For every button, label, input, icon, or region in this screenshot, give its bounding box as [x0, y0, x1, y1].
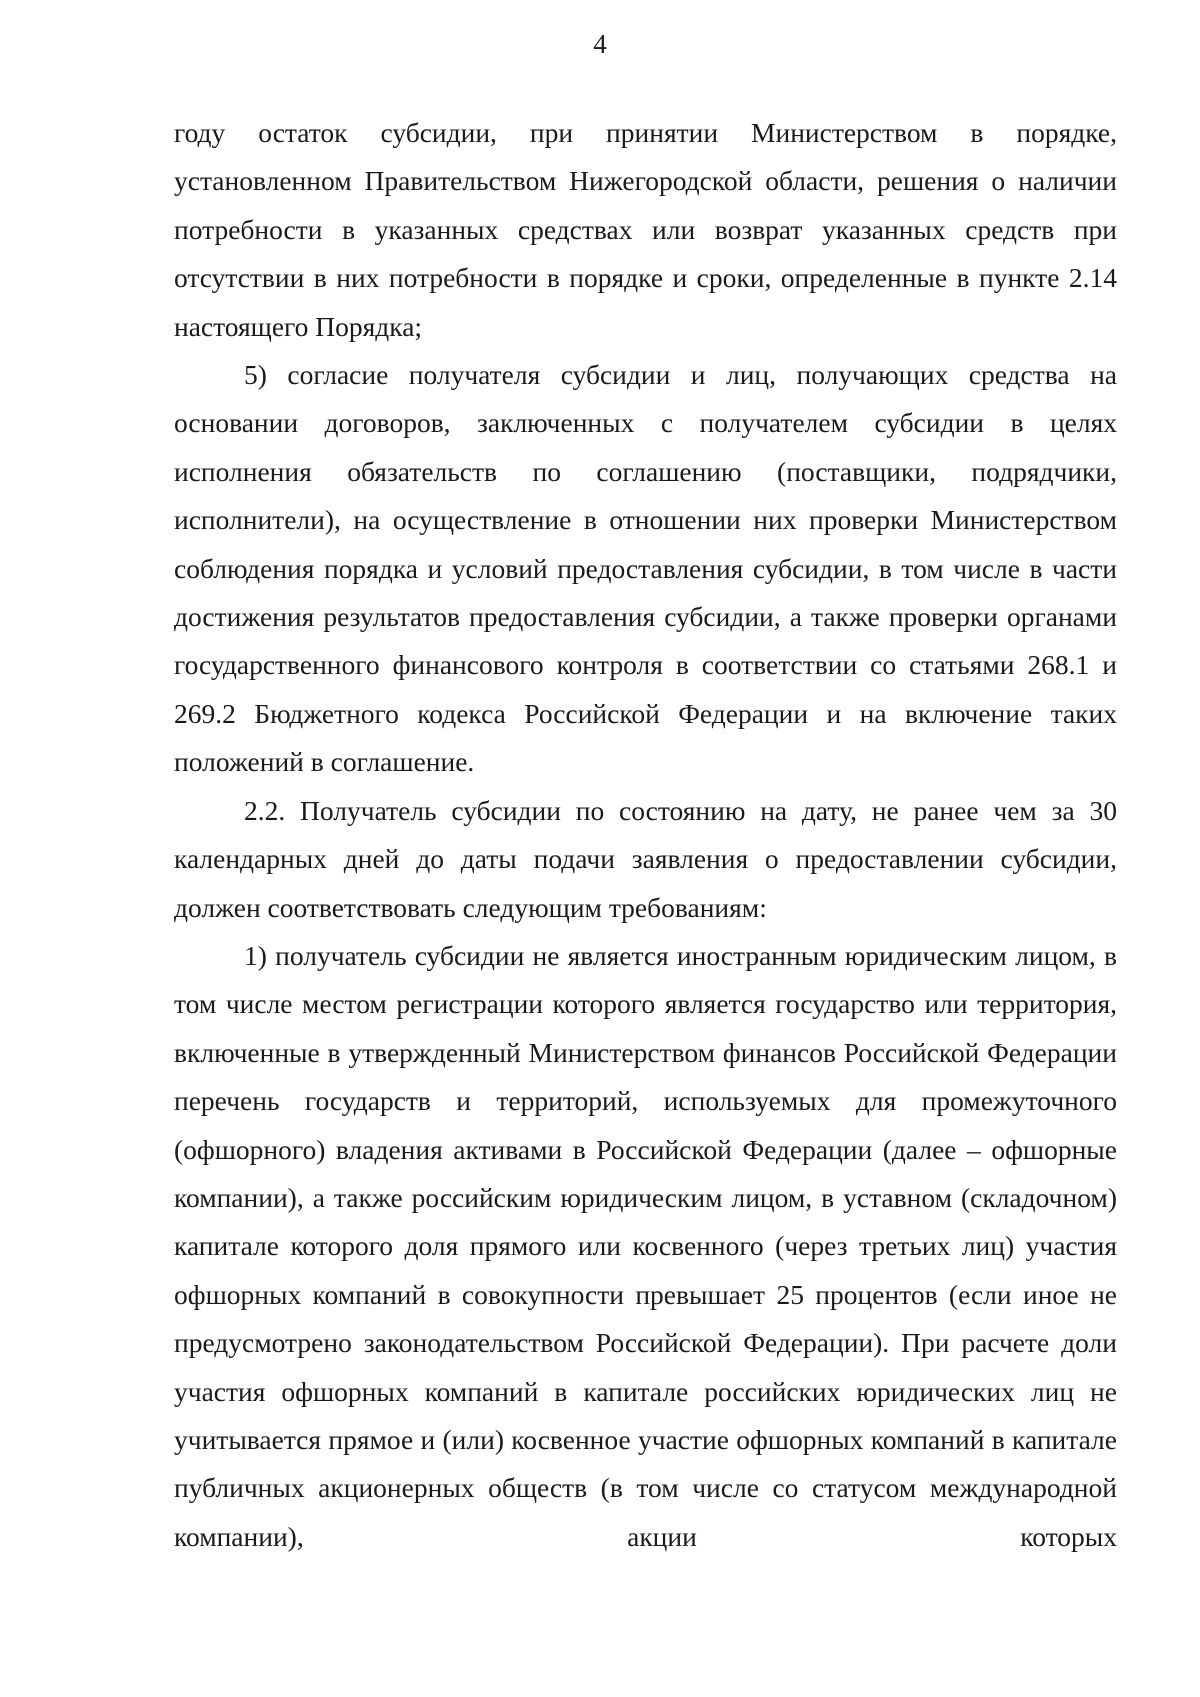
page-number: 4 [593, 29, 607, 59]
paragraph-item-5: 5) согласие получателя субсидии и лиц, получающих средства на основании договоров, заключенных с получателем субсидии в целях исполнения обязательств по соглашению (поставщики, подрядчики, исполнители), на осуществление в отношении них проверки Министерством соблюдения порядка и условий предоставления субсидии, в том числе в части достижения результатов предоставления субсидии, а также проверки органами государственного финансового контроля в соответствии со статьями 268.1 и 269.2 Бюджетного кодекса Российской Федерации и на включение таких положений в соглашение. [174, 359, 1117, 778]
paragraph-section-2-2: 2.2. Получатель субсидии по состоянию на дату, не ранее чем за 30 календарных дней до даты подачи заявления о предоставлении субсидии, должен соответствовать следующим требованиям: [174, 794, 1117, 923]
paragraph-item-1: 1) получатель субсидии не является иностранным юридическим лицом, в том числе местом регистрации которого является государство или территория, включенные в утвержденный Министерством финансов Российской Федерации перечень государств и территорий, используемых для промежуточного (офшорного) владения активами в Российской Федерации (далее – офшорные компании), а также российским юридическим лицом, в уставном (складочном) капитале которого доля прямого или косвенного (через третьих лиц) участия офшорных компаний в совокупности превышает 25 процентов (если иное не предусмотрено законодательством Российской Федерации). При расчете доли участия офшорных компаний в капитале российских юридических лиц не учитывается прямое и (или) косвенное участие офшорных компаний в капитале публичных акционерных обществ (в том числе со статусом международной компании), акции которых [174, 939, 1117, 1552]
document-body [174, 109, 1117, 1561]
paragraph-continuation: году остаток субсидии, при принятии Министерством в порядке, установленном Правительством Нижегородской области, решения о наличии потребности в указанных средствах или возврат указанных средств при отсутствии в них потребности в порядке и сроки, определенные в пункте 2.14 настоящего Порядка; [174, 117, 1117, 342]
